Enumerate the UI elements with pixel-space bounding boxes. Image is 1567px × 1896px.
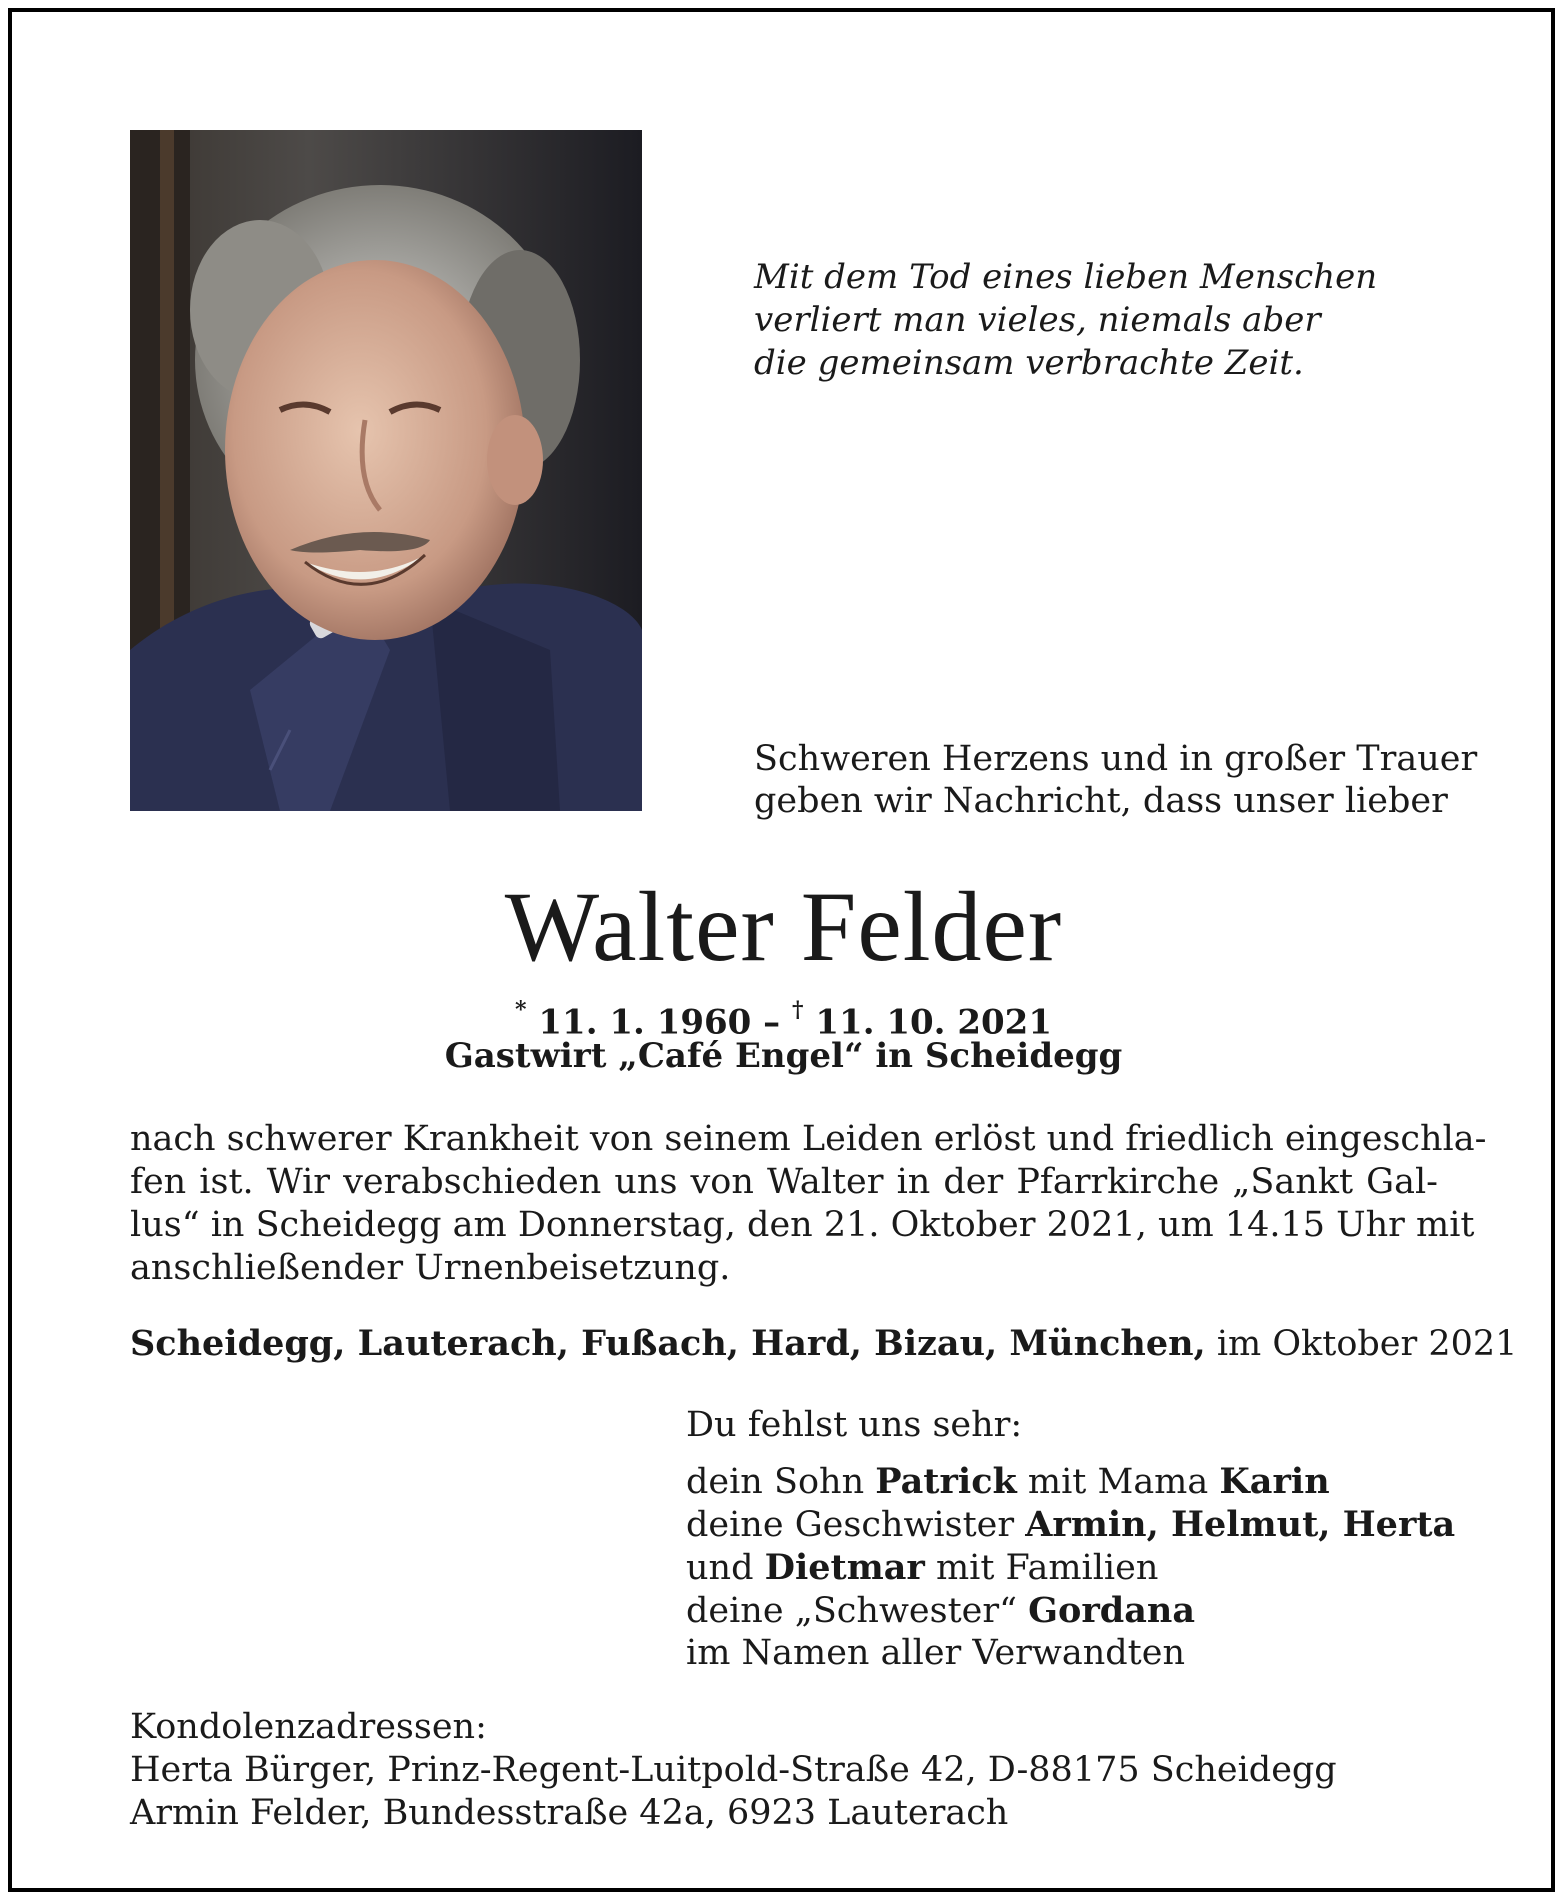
text: deine Geschwister — [686, 1505, 1026, 1545]
text: deine „Schwester“ — [686, 1591, 1029, 1631]
text: mit Familien — [924, 1548, 1159, 1588]
date-separator: – — [751, 1002, 793, 1043]
mourner-name: Dietmar — [764, 1547, 925, 1588]
portrait-photo — [130, 130, 642, 811]
body-line: lus“ in Scheidegg am Donnerstag, den 21. Oktober 2021, um 14.15 Uhr mit — [130, 1205, 1475, 1245]
announcement-body — [130, 1118, 1487, 1290]
mourner-name: Patrick — [875, 1461, 1017, 1502]
motto-line: verliert man vieles, niemals aber — [754, 300, 1321, 340]
mourner-line — [686, 1546, 1455, 1589]
mourner-line — [686, 1503, 1455, 1546]
address-line: Armin Felder, Bundesstraße 42a, 6923 Lauterach — [130, 1793, 1009, 1833]
address-line: Herta Bürger, Prinz-Regent-Luitpold-Straße 42, D-88175 Scheidegg — [130, 1750, 1337, 1790]
addresses-heading: Kondolenzadressen: — [130, 1707, 487, 1747]
death-date: 11. 10. 2021 — [815, 1002, 1052, 1043]
mourner-line — [686, 1589, 1455, 1632]
text: mit Mama — [1016, 1462, 1220, 1502]
mourner-name: Karin — [1219, 1461, 1330, 1502]
mourner-name: Gordana — [1028, 1590, 1196, 1631]
body-line: fen ist. Wir verabschieden uns von Walter in der Pfarrkirche „Sankt Gal- — [130, 1162, 1438, 1202]
birth-symbol: * — [515, 997, 527, 1023]
motto-line: die gemeinsam verbrachte Zeit. — [754, 343, 1304, 383]
text: im Namen aller Verwandten — [686, 1633, 1185, 1673]
mourner-name: Armin, Helmut, Herta — [1025, 1504, 1456, 1545]
places-list: Scheidegg, Lauterach, Fußach, Hard, Bizau, München, — [130, 1323, 1206, 1364]
condolence-addresses — [130, 1706, 1337, 1835]
deceased-name: Walter Felder — [504, 871, 1063, 982]
text: und — [686, 1548, 765, 1588]
death-symbol: † — [792, 997, 804, 1023]
intro-text — [754, 738, 1477, 822]
motto-line: Mit dem Tod eines lieben Menschen — [754, 257, 1378, 297]
miss-you-line: Du fehlst uns sehr: — [686, 1405, 1023, 1445]
body-line: nach schwerer Krankheit von seinem Leiden erlöst und friedlich eingeschla- — [130, 1119, 1487, 1159]
mourner-line — [686, 1632, 1455, 1675]
birth-date: 11. 1. 1960 — [538, 1002, 752, 1043]
body-line: anschließender Urnenbeisetzung. — [130, 1248, 731, 1288]
mourner-line — [686, 1460, 1455, 1503]
motto-quote — [754, 256, 1377, 385]
intro-line: geben wir Nachricht, dass unser lieber — [754, 781, 1448, 821]
month-year: im Oktober 2021 — [1205, 1324, 1518, 1364]
mourners-list — [686, 1460, 1455, 1675]
intro-line: Schweren Herzens und in großer Trauer — [754, 739, 1478, 779]
occupation: Gastwirt „Café Engel“ in Scheidegg — [444, 1036, 1123, 1076]
places-and-date — [130, 1322, 1517, 1366]
text: dein Sohn — [686, 1462, 876, 1502]
